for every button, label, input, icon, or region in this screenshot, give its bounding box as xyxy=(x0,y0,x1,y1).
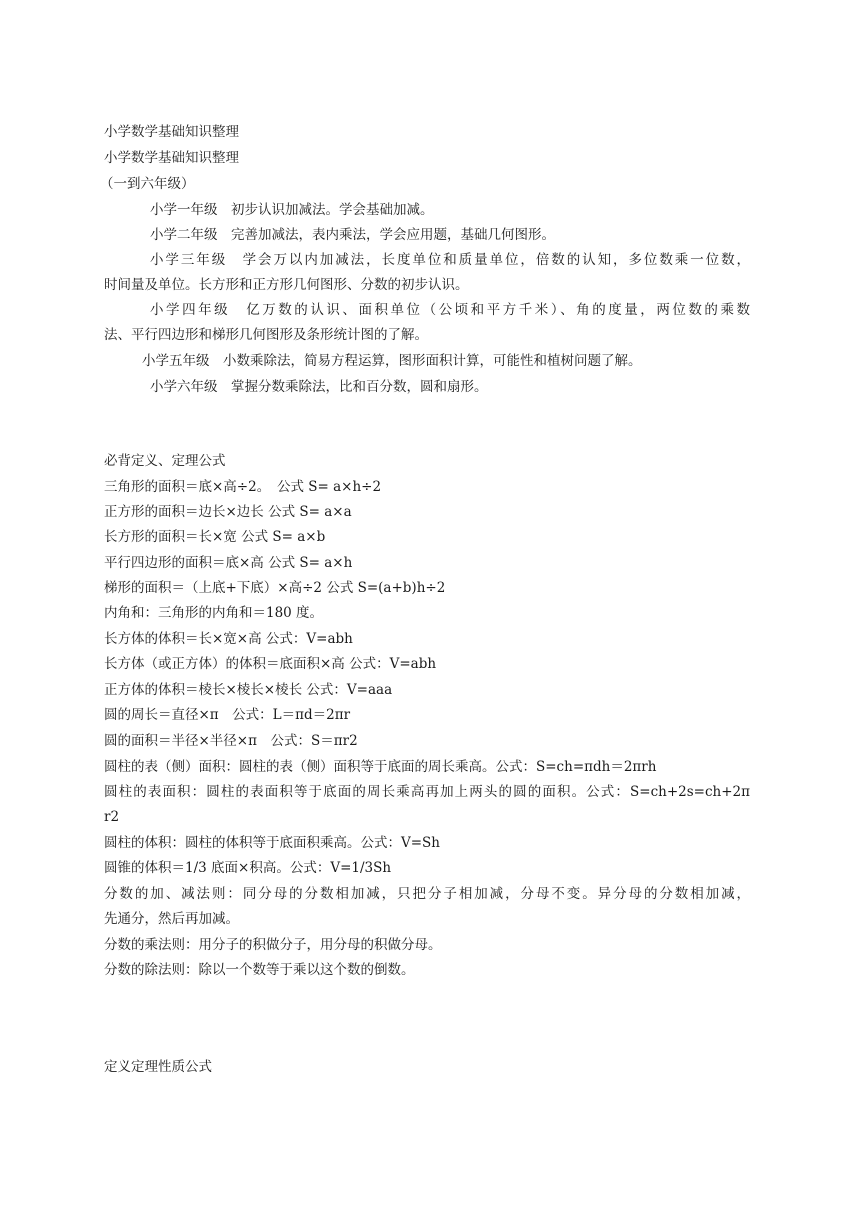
section-heading: 必背定义、定理公式 xyxy=(104,453,226,469)
grade-line: 小学四年级 亿万数的认识、面积单位（公顷和平方千米）、角的度量，两位数的乘数 xyxy=(150,302,750,318)
grade-line: 小学五年级 小数乘除法，简易方程运算，图形面积计算，可能性和植树问题了解。 xyxy=(142,353,642,369)
formula-line: r2 xyxy=(104,809,120,825)
grade-line: 法、平行四边形和梯形几何图形及条形统计图的了解。 xyxy=(104,327,428,343)
doc-title: 小学数学基础知识整理 xyxy=(104,124,239,140)
grade-line: 小学一年级 初步认识加减法。学会基础加减。 xyxy=(150,202,434,218)
formula-line: 正方体的体积＝棱长×棱长×棱长 公式：V=aaa xyxy=(104,682,393,698)
formula-line: 圆柱的体积：圆柱的体积等于底面积乘高。公式：V=Sh xyxy=(104,835,441,851)
formula-line: 梯形的面积＝（上底+下底）×高÷2 公式 S=(a+b)h÷2 xyxy=(104,580,446,596)
formula-line: 平行四边形的面积＝底×高 公式 S= a×h xyxy=(104,555,353,571)
formula-line: 圆的面积＝半径×半径×π 公式：S＝πr2 xyxy=(104,733,358,749)
formula-line: 圆柱的表面积：圆柱的表面积等于底面的周长乘高再加上两头的圆的面积。公式：S=ch+2s=ch+2π xyxy=(104,784,750,800)
formula-line: 圆的周长＝直径×π 公式：L＝πd＝2πr xyxy=(104,707,351,723)
grade-line: 小学六年级 掌握分数乘除法，比和百分数，圆和扇形。 xyxy=(150,379,488,395)
formula-line: 长方形的面积＝长×宽 公式 S= a×b xyxy=(104,529,326,545)
formula-line: 先通分，然后再加减。 xyxy=(104,911,239,927)
formula-line: 正方形的面积＝边长×边长 公式 S= a×a xyxy=(104,504,352,520)
formula-line: 内角和：三角形的内角和＝180 度。 xyxy=(104,605,324,621)
formula-line: 分数的除法则：除以一个数等于乘以这个数的倒数。 xyxy=(104,962,415,978)
formula-line: 分数的加、减法则：同分母的分数相加减，只把分子相加减，分母不变。异分母的分数相加减， xyxy=(104,886,750,902)
grade-line: 小学三年级 学会万以内加减法，长度单位和质量单位，倍数的认知，多位数乘一位数， xyxy=(150,252,750,268)
section-heading: 定义定理性质公式 xyxy=(104,1059,212,1075)
doc-title-repeat: 小学数学基础知识整理 xyxy=(104,150,239,166)
formula-line: 三角形的面积＝底×高÷2。 公式 S= a×h÷2 xyxy=(104,479,382,495)
formula-line: 圆柱的表（侧）面积：圆柱的表（侧）面积等于底面的周长乘高。公式：S=ch=πdh＝2πrh xyxy=(104,759,657,775)
formula-line: 长方体（或正方体）的体积＝底面积×高 公式：V=abh xyxy=(104,656,437,672)
grade-line: 小学二年级 完善加减法，表内乘法，学会应用题，基础几何图形。 xyxy=(150,227,555,243)
doc-subtitle: （一到六年级） xyxy=(100,176,195,192)
formula-line: 长方体的体积＝长×宽×高 公式：V=abh xyxy=(104,631,353,647)
grade-line: 时间量及单位。长方形和正方形几何图形、分数的初步认识。 xyxy=(104,277,469,293)
formula-line: 圆锥的体积＝1/3 底面×积高。公式：V=1/3Sh xyxy=(104,860,392,876)
formula-line: 分数的乘法则：用分子的积做分子，用分母的积做分母。 xyxy=(104,937,442,953)
